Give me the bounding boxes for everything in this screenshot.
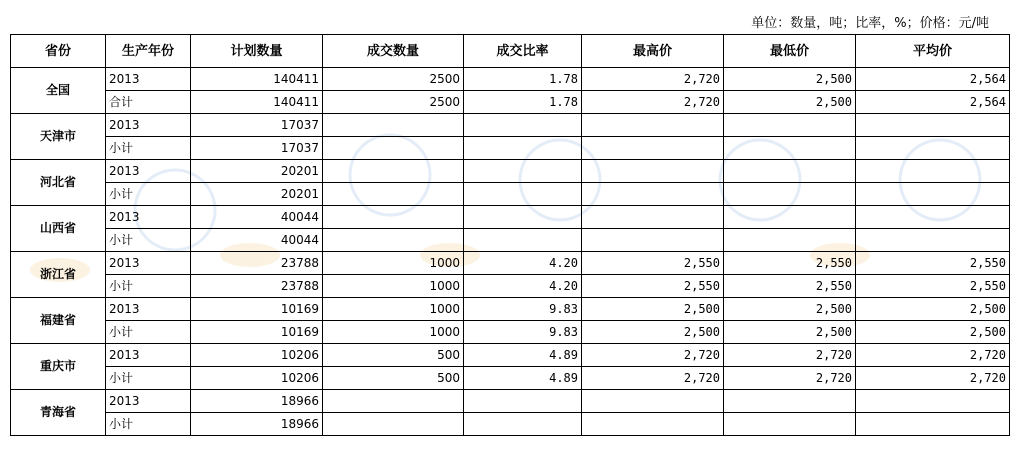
max-price-cell: 2,500	[582, 298, 724, 321]
planned-quantity-cell: 23788	[191, 252, 323, 275]
min-price-cell	[724, 114, 856, 137]
deal-ratio-cell: 1.78	[464, 91, 582, 114]
deal-ratio-cell: 9.83	[464, 321, 582, 344]
production-year-cell: 小计	[106, 229, 191, 252]
avg-price-cell	[856, 160, 1010, 183]
table-row	[11, 367, 1010, 390]
production-year-cell: 2013	[106, 252, 191, 275]
max-price-cell: 2,720	[582, 367, 724, 390]
production-year-cell: 小计	[106, 183, 191, 206]
avg-price-cell: 2,564	[856, 68, 1010, 91]
header-max-price: 最高价	[582, 35, 724, 68]
deal-quantity-cell	[323, 229, 464, 252]
province-cell: 重庆市	[11, 344, 106, 390]
min-price-cell: 2,550	[724, 252, 856, 275]
header-avg-price: 平均价	[856, 35, 1010, 68]
planned-quantity-cell: 10169	[191, 298, 323, 321]
planned-quantity-cell: 20201	[191, 160, 323, 183]
deal-ratio-cell	[464, 390, 582, 413]
table-row	[11, 160, 1010, 183]
header-min-price: 最低价	[724, 35, 856, 68]
production-year-cell: 2013	[106, 344, 191, 367]
production-year-cell: 2013	[106, 114, 191, 137]
header-deal-quantity: 成交数量	[323, 35, 464, 68]
deal-ratio-cell	[464, 206, 582, 229]
province-cell: 浙江省	[11, 252, 106, 298]
min-price-cell: 2,720	[724, 367, 856, 390]
max-price-cell	[582, 206, 724, 229]
min-price-cell: 2,500	[724, 68, 856, 91]
table-row	[11, 206, 1010, 229]
table-row	[11, 321, 1010, 344]
max-price-cell: 2,550	[582, 275, 724, 298]
production-year-cell: 小计	[106, 137, 191, 160]
avg-price-cell	[856, 114, 1010, 137]
deal-quantity-cell	[323, 137, 464, 160]
deal-quantity-cell	[323, 183, 464, 206]
avg-price-cell	[856, 390, 1010, 413]
planned-quantity-cell: 18966	[191, 413, 323, 436]
deal-quantity-cell: 2500	[323, 68, 464, 91]
min-price-cell: 2,550	[724, 275, 856, 298]
table-row	[11, 390, 1010, 413]
min-price-cell: 2,720	[724, 344, 856, 367]
production-year-cell: 小计	[106, 367, 191, 390]
max-price-cell	[582, 160, 724, 183]
production-year-cell: 小计	[106, 275, 191, 298]
planned-quantity-cell: 17037	[191, 137, 323, 160]
planned-quantity-cell: 140411	[191, 91, 323, 114]
table-row	[11, 114, 1010, 137]
deal-ratio-cell: 4.89	[464, 367, 582, 390]
province-cell: 青海省	[11, 390, 106, 436]
deal-quantity-cell	[323, 206, 464, 229]
table-row	[11, 413, 1010, 436]
table-row	[11, 183, 1010, 206]
avg-price-cell	[856, 229, 1010, 252]
table-row	[11, 252, 1010, 275]
min-price-cell	[724, 390, 856, 413]
deal-quantity-cell: 1000	[323, 298, 464, 321]
production-year-cell: 小计	[106, 413, 191, 436]
production-year-cell: 2013	[106, 68, 191, 91]
avg-price-cell: 2,564	[856, 91, 1010, 114]
province-cell: 山西省	[11, 206, 106, 252]
deal-quantity-cell: 2500	[323, 91, 464, 114]
planned-quantity-cell: 17037	[191, 114, 323, 137]
table-row	[11, 68, 1010, 91]
planned-quantity-cell: 40044	[191, 229, 323, 252]
avg-price-cell: 2,720	[856, 344, 1010, 367]
deal-quantity-cell: 500	[323, 344, 464, 367]
unit-note: 单位：数量，吨；比率，%；价格：元/吨	[751, 16, 989, 31]
deal-ratio-cell: 4.20	[464, 275, 582, 298]
max-price-cell: 2,550	[582, 252, 724, 275]
production-year-cell: 2013	[106, 160, 191, 183]
deal-ratio-cell	[464, 160, 582, 183]
header-production-year: 生产年份	[106, 35, 191, 68]
table-row	[11, 275, 1010, 298]
planned-quantity-cell: 140411	[191, 68, 323, 91]
deal-ratio-cell: 4.20	[464, 252, 582, 275]
min-price-cell: 2,500	[724, 321, 856, 344]
deal-ratio-cell: 9.83	[464, 298, 582, 321]
min-price-cell	[724, 183, 856, 206]
production-year-cell: 小计	[106, 321, 191, 344]
planned-quantity-cell: 40044	[191, 206, 323, 229]
table-body	[11, 68, 1010, 436]
table-row	[11, 298, 1010, 321]
planned-quantity-cell: 18966	[191, 390, 323, 413]
table-row	[11, 229, 1010, 252]
province-cell: 福建省	[11, 298, 106, 344]
avg-price-cell: 2,550	[856, 275, 1010, 298]
min-price-cell	[724, 160, 856, 183]
max-price-cell	[582, 183, 724, 206]
deal-quantity-cell: 500	[323, 367, 464, 390]
deal-quantity-cell: 1000	[323, 321, 464, 344]
min-price-cell	[724, 206, 856, 229]
production-year-cell: 2013	[106, 390, 191, 413]
province-cell: 天津市	[11, 114, 106, 160]
max-price-cell: 2,720	[582, 68, 724, 91]
deal-quantity-cell	[323, 114, 464, 137]
planned-quantity-cell: 10206	[191, 367, 323, 390]
auction-results-table	[10, 34, 1010, 436]
deal-ratio-cell: 4.89	[464, 344, 582, 367]
max-price-cell: 2,720	[582, 91, 724, 114]
deal-quantity-cell: 1000	[323, 252, 464, 275]
max-price-cell: 2,500	[582, 321, 724, 344]
header-deal-ratio: 成交比率	[464, 35, 582, 68]
table-row	[11, 137, 1010, 160]
production-year-cell: 2013	[106, 206, 191, 229]
table-row	[11, 344, 1010, 367]
header-row	[11, 35, 1010, 68]
min-price-cell: 2,500	[724, 298, 856, 321]
province-cell: 全国	[11, 68, 106, 114]
max-price-cell	[582, 114, 724, 137]
production-year-cell: 合计	[106, 91, 191, 114]
deal-quantity-cell: 1000	[323, 275, 464, 298]
min-price-cell	[724, 229, 856, 252]
max-price-cell	[582, 413, 724, 436]
deal-quantity-cell	[323, 413, 464, 436]
deal-quantity-cell	[323, 160, 464, 183]
min-price-cell	[724, 137, 856, 160]
deal-ratio-cell	[464, 114, 582, 137]
deal-ratio-cell	[464, 137, 582, 160]
avg-price-cell: 2,550	[856, 252, 1010, 275]
avg-price-cell: 2,500	[856, 298, 1010, 321]
avg-price-cell	[856, 206, 1010, 229]
planned-quantity-cell: 10169	[191, 321, 323, 344]
planned-quantity-cell: 10206	[191, 344, 323, 367]
deal-quantity-cell	[323, 390, 464, 413]
deal-ratio-cell: 1.78	[464, 68, 582, 91]
avg-price-cell: 2,500	[856, 321, 1010, 344]
production-year-cell: 2013	[106, 298, 191, 321]
avg-price-cell: 2,720	[856, 367, 1010, 390]
max-price-cell	[582, 229, 724, 252]
min-price-cell	[724, 413, 856, 436]
deal-ratio-cell	[464, 413, 582, 436]
max-price-cell	[582, 390, 724, 413]
deal-ratio-cell	[464, 229, 582, 252]
table-row	[11, 91, 1010, 114]
avg-price-cell	[856, 137, 1010, 160]
planned-quantity-cell: 23788	[191, 275, 323, 298]
deal-ratio-cell	[464, 183, 582, 206]
header-province: 省份	[11, 35, 106, 68]
max-price-cell	[582, 137, 724, 160]
avg-price-cell	[856, 413, 1010, 436]
min-price-cell: 2,500	[724, 91, 856, 114]
avg-price-cell	[856, 183, 1010, 206]
header-planned-quantity: 计划数量	[191, 35, 323, 68]
planned-quantity-cell: 20201	[191, 183, 323, 206]
province-cell: 河北省	[11, 160, 106, 206]
max-price-cell: 2,720	[582, 344, 724, 367]
